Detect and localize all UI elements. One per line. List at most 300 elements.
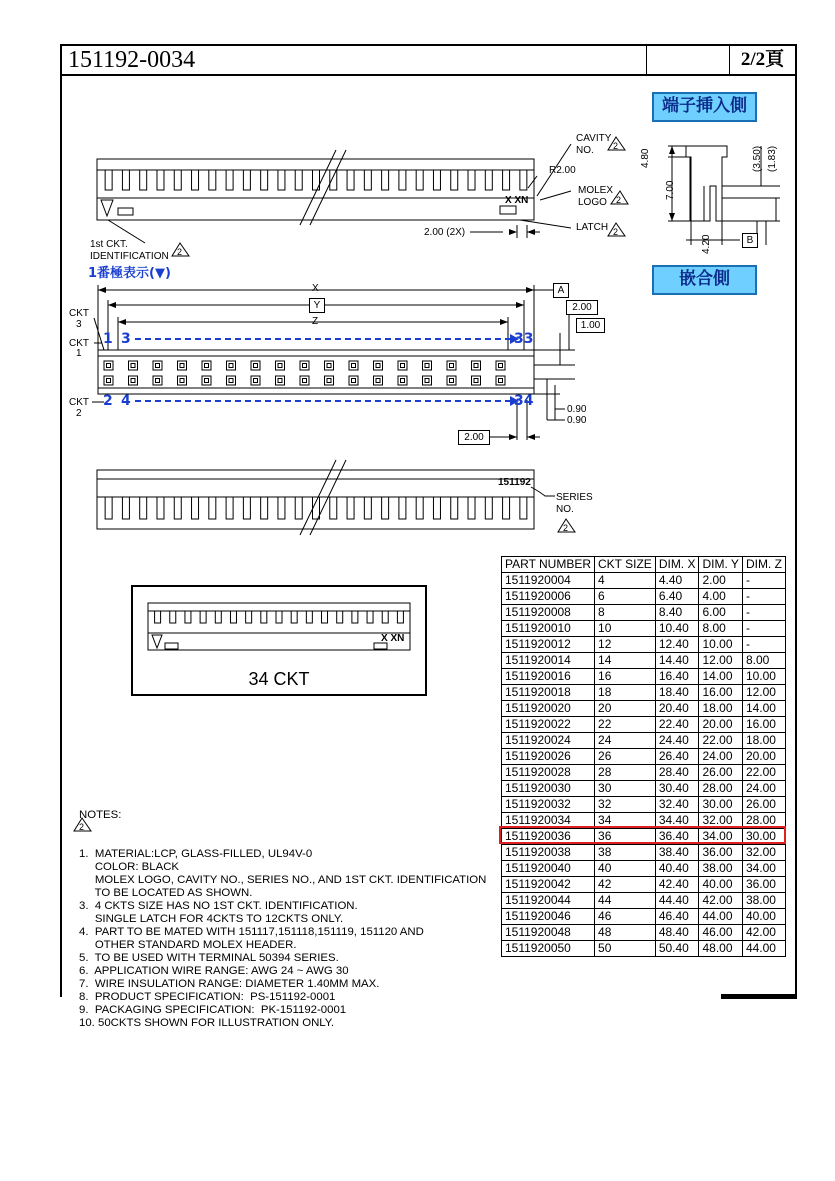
table-cell: 38.40 [655,845,699,861]
table-cell: 28 [595,765,656,781]
cavity-contact [205,364,209,368]
table-cell: 36.00 [742,877,785,893]
cavity [300,361,309,370]
table-cell: 8 [595,605,656,621]
table-cell: 14.00 [699,669,742,685]
table-row [502,637,786,653]
cavity-contact [499,379,503,383]
connector-tooth [157,170,164,190]
side-dim-420: 4.20 [701,234,712,254]
connector-tooth [451,497,458,519]
table-row [502,925,786,941]
table-cell: - [742,589,785,605]
table-cell: 26.00 [742,797,785,813]
table-cell: 12 [595,637,656,653]
table-cell: 1511920034 [502,813,595,829]
cavity [472,361,481,370]
table-cell: 32.00 [742,845,785,861]
cavity [496,361,505,370]
table-cell: 24.40 [655,733,699,749]
connector-tooth [330,497,337,519]
side-dim-183: (1.83) [767,145,778,172]
note-line: 5. TO BE USED WITH TERMINAL 50394 SERIES. [79,952,339,964]
cavity [447,376,456,385]
cavity [276,361,285,370]
cavity [202,361,211,370]
table-cell: 28.00 [742,813,785,829]
connector-tooth [367,611,373,623]
table-cell: 42.00 [742,925,785,941]
connector-tooth [276,611,282,623]
table-cell: 32.00 [699,813,742,829]
table-cell: 1511920042 [502,877,595,893]
table-cell: 1511920036 [502,829,595,845]
pin1-indicator-label: 1番極表示(▼) [88,266,171,281]
table-cell: 1511920008 [502,605,595,621]
table-cell: 48.40 [655,925,699,941]
cavity [129,361,138,370]
connector-tooth [337,611,343,623]
cavity-contact [229,364,233,368]
connector-tooth [200,611,206,623]
cavity [300,376,309,385]
cavity-contact [425,379,429,383]
table-row [502,573,786,589]
table-cell: 32 [595,797,656,813]
table-cell: 34.00 [699,829,742,845]
latch-note-mark: 2 [613,227,619,237]
connector-tooth [347,497,354,519]
connector-tooth [295,497,302,519]
table-cell: 1511920030 [502,781,595,797]
connector-tooth [306,611,312,623]
cavity [398,361,407,370]
table-cell: 42.00 [699,893,742,909]
table-cell: 10.40 [655,621,699,637]
molex-logo-label-2: LOGO [578,197,607,208]
identification-label: IDENTIFICATION [90,251,169,262]
connector-tooth [261,497,268,519]
cavity-contact [229,379,233,383]
connector-tooth [105,497,112,519]
connector-tooth [399,497,406,519]
table-cell: 8.00 [699,621,742,637]
table-cell: 1511920022 [502,717,595,733]
note-line: 3. 4 CKTS SIZE HAS NO 1ST CKT. IDENTIFICATION. [79,900,358,912]
table-cell: 1511920012 [502,637,595,653]
datum-a-box: A [553,283,569,298]
cavity [153,361,162,370]
cavity [472,376,481,385]
connector-tooth [364,170,371,190]
radius-label: R2.00 [549,165,576,176]
table-cell: 50 [595,941,656,957]
logo-note-mark: 2 [616,195,622,205]
cavity [325,376,334,385]
connector-tooth [295,170,302,190]
table-cell: 44.00 [699,909,742,925]
cavity-contact [450,379,454,383]
cavity-contact [327,379,331,383]
cavity [398,376,407,385]
series-code-label: 151192 [498,477,531,488]
notes-note-mark: 2 [79,822,85,832]
note-line: OTHER STANDARD MOLEX HEADER. [79,939,297,951]
mating-view-body [98,350,534,394]
table-cell: 20.40 [655,701,699,717]
cavity-contact [327,364,331,368]
connector-tooth [246,611,252,623]
table-cell: 20 [595,701,656,717]
table-row [502,909,786,925]
table-cell: 38.00 [742,893,785,909]
dim-200-box: 2.00 [566,300,598,315]
table-cell: 14 [595,653,656,669]
dim-z-label: Z [312,316,319,327]
table-cell: 1511920040 [502,861,595,877]
connector-tooth [503,170,510,190]
cavity-contact [401,364,405,368]
table-row [502,781,786,797]
connector-tooth [352,611,358,623]
table-header-row [502,557,786,573]
table-cell: 44 [595,893,656,909]
table-cell: 4.40 [655,573,699,589]
cavity-contact [205,379,209,383]
connector-tooth [122,497,129,519]
cavity-contact [156,379,160,383]
table-cell: 1511920044 [502,893,595,909]
series-label-2: NO. [556,504,574,515]
cavity [447,361,456,370]
connector-tooth [433,170,440,190]
table-row [502,797,786,813]
pitch-2x-label: 2.00 (2X) [424,227,466,238]
table-cell: 40.00 [742,909,785,925]
table-cell: 8.40 [655,605,699,621]
connector-tooth [243,170,250,190]
cavity [276,376,285,385]
table-cell: 40.00 [699,877,742,893]
first-ckt-label: 1st CKT. [90,239,128,250]
connector-tooth [192,170,199,190]
table-row [502,653,786,669]
table-cell: 1511920024 [502,733,595,749]
col-part-number: PART NUMBER [502,557,595,573]
table-cell: 40 [595,861,656,877]
cavity-contact [156,364,160,368]
col-dim-y: DIM. Y [699,557,742,573]
table-cell: 26 [595,749,656,765]
connector-tooth [209,497,216,519]
part-number-title: 151192-0034 [62,46,647,74]
table-cell: 16 [595,669,656,685]
table-row [502,589,786,605]
cavity-id-label: X XN [505,195,529,206]
table-cell: 34.40 [655,813,699,829]
connector-tooth [520,170,527,190]
note-line: 9. PACKAGING SPECIFICATION: PK-151192-0001 [79,1004,347,1016]
table-cell: 16.00 [699,685,742,701]
ckt2-label: CKT [69,397,89,408]
connector-tooth [520,497,527,519]
series-note-mark: 2 [563,523,569,533]
table-cell: 26.00 [699,765,742,781]
cavity-contact [131,379,135,383]
table-cell: 28.40 [655,765,699,781]
table-row [502,669,786,685]
note-line: 8. PRODUCT SPECIFICATION: PS-151192-0001 [79,991,336,1003]
table-cell: 48.00 [699,941,742,957]
col-dim-x: DIM. X [655,557,699,573]
table-cell: 42 [595,877,656,893]
cavity-contact [131,364,135,368]
table-cell: 1511920026 [502,749,595,765]
table-row [502,941,786,957]
table-cell: - [742,605,785,621]
mating-side-label: 嵌合側 [652,265,757,295]
table-cell: 22 [595,717,656,733]
table-cell: 22.00 [699,733,742,749]
connector-tooth [364,497,371,519]
cavity [104,361,113,370]
cavity [178,361,187,370]
inset-34ckt-view [131,585,427,696]
connector-tooth [174,497,181,519]
table-cell: 22.40 [655,717,699,733]
table-cell: 20.00 [699,717,742,733]
notes-block [79,783,486,1043]
table-cell: 22.00 [742,765,785,781]
dim-y-box: Y [309,298,325,313]
cavity [423,361,432,370]
table-cell: 18.40 [655,685,699,701]
dim-200b-box: 2.00 [458,430,490,445]
table-cell: 38 [595,845,656,861]
table-row [502,877,786,893]
connector-tooth [226,170,233,190]
note-line: 7. WIRE INSULATION RANGE: DIAMETER 1.40MM MAX. [79,978,380,990]
table-cell: 46.00 [699,925,742,941]
connector-tooth [122,170,129,190]
connector-tooth [230,611,236,623]
connector-tooth [140,497,147,519]
table-cell: 6 [595,589,656,605]
cavity [349,376,358,385]
bottom-view-teeth [105,497,527,519]
connector-tooth [503,497,510,519]
table-cell: 1511920050 [502,941,595,957]
inset-cavity-id: X XN [381,633,405,644]
connector-tooth [278,170,285,190]
table-cell: 1511920014 [502,653,595,669]
side-dim-700: 7.00 [665,180,676,200]
connector-tooth [105,170,112,190]
cavity-contact [376,379,380,383]
table-cell: 6.00 [699,605,742,621]
table-row [502,749,786,765]
note-line: 4. PART TO BE MATED WITH 151117,151118,151119, 151120 AND [79,926,424,938]
table-cell: 42.40 [655,877,699,893]
latch-label: LATCH [576,222,609,233]
table-cell: 4.00 [699,589,742,605]
molex-logo-label: MOLEX [578,185,614,196]
table-cell: 40.40 [655,861,699,877]
connector-tooth [174,170,181,190]
connector-tooth [209,170,216,190]
table-cell: 1511920038 [502,845,595,861]
table-cell: 34.00 [742,861,785,877]
table-cell: - [742,637,785,653]
connector-tooth [278,497,285,519]
connector-tooth [261,170,268,190]
connector-tooth [416,170,423,190]
inset-ckt-label: 34 CKT [248,669,310,689]
connector-tooth [140,170,147,190]
cavity [423,376,432,385]
cavity-contact [254,364,258,368]
table-cell: 24 [595,733,656,749]
table-cell: 26.40 [655,749,699,765]
table-cell: - [742,573,785,589]
pin-33-label: 33 [514,331,534,347]
series-label: SERIES [556,492,593,503]
table-row [502,717,786,733]
cavity-contact [180,364,184,368]
table-cell: 36.00 [699,845,742,861]
ckt2-num: 2 [76,408,82,419]
table-cell: 1511920010 [502,621,595,637]
cavity [129,376,138,385]
cavity-contact [425,364,429,368]
side-dim-480: 4.80 [640,148,651,168]
table-cell: 1511920006 [502,589,595,605]
cavity-contact [352,379,356,383]
table-cell: 1511920018 [502,685,595,701]
cavity-label-2: NO. [576,145,594,156]
table-row [502,765,786,781]
dim-100-box: 1.00 [576,318,605,333]
connector-tooth [192,497,199,519]
connector-tooth [382,497,389,519]
table-cell: 46.40 [655,909,699,925]
highlighted-row-outline [499,826,786,844]
cavity-contact [278,364,282,368]
cavity-contact [278,379,282,383]
top-view-teeth [105,170,527,190]
connector-tooth [382,170,389,190]
table-cell: 46 [595,909,656,925]
table-cell: 50.40 [655,941,699,957]
connector-tooth [468,170,475,190]
table-row [502,685,786,701]
table-cell: 30 [595,781,656,797]
cavity [202,376,211,385]
pin-34-label: 34 [514,393,534,409]
table-cell: 28.00 [699,781,742,797]
terminal-insertion-side-label: 端子挿入側 [652,92,757,122]
note-line: 6. APPLICATION WIRE RANGE: AWG 24 ~ AWG 30 [79,965,349,977]
table-cell: 38.00 [699,861,742,877]
table-cell: 10.00 [699,637,742,653]
table-cell: 36 [595,829,656,845]
table-cell: 12.00 [742,685,785,701]
side-dim-350: (3.50) [752,145,763,172]
connector-tooth [313,497,320,519]
table-cell: 18.00 [699,701,742,717]
table-row [502,893,786,909]
mating-view-cavities [104,361,505,385]
table-cell: 10.00 [742,669,785,685]
connector-tooth [155,611,161,623]
dim-x-label: X [312,283,319,294]
cavity-contact [352,364,356,368]
table-cell: 32.40 [655,797,699,813]
table-cell: 1511920048 [502,925,595,941]
side-view-body [686,146,727,221]
cavity [251,361,260,370]
table-row [502,621,786,637]
cavity-contact [254,379,258,383]
connector-tooth [382,611,388,623]
table-row [502,701,786,717]
connector-tooth [261,611,267,623]
connector-tooth [243,497,250,519]
connector-tooth [322,611,328,623]
cavity [349,361,358,370]
connector-tooth [226,497,233,519]
table-cell: 30.00 [742,829,785,845]
table-cell: 20.00 [742,749,785,765]
dim-090-b: 0.90 [567,415,587,426]
note-line: 1. MATERIAL:LCP, GLASS-FILLED, UL94V-0 [79,848,313,860]
table-cell: 12.40 [655,637,699,653]
cavity [325,361,334,370]
cavity-note-mark: 2 [613,141,619,151]
table-cell: 30.00 [699,797,742,813]
cavity [374,376,383,385]
notes-heading: NOTES: [79,809,122,821]
table-cell: 16.40 [655,669,699,685]
cavity-contact [474,379,478,383]
table-cell: 12.00 [699,653,742,669]
table-cell: 1511920020 [502,701,595,717]
connector-tooth [416,497,423,519]
table-cell: 14.00 [742,701,785,717]
table-cell: 44.00 [742,941,785,957]
table-cell: 24.00 [742,781,785,797]
table-cell: 1511920004 [502,573,595,589]
col-dim-z: DIM. Z [742,557,785,573]
pin-2-label: 2 [103,393,113,409]
cavity-contact [303,364,307,368]
note-line: MOLEX LOGO, CAVITY NO., SERIES NO., AND 1ST CKT. IDENTIFICATION [79,874,487,886]
ckt1-num: 1 [76,348,82,359]
table-cell: 2.00 [699,573,742,589]
cavity-label: CAVITY [576,133,612,144]
table-cell: - [742,621,785,637]
table-cell: 18 [595,685,656,701]
dim-090-a: 0.90 [567,404,587,415]
cavity [104,376,113,385]
table-cell: 8.00 [742,653,785,669]
table-cell: 1511920016 [502,669,595,685]
table-cell: 1511920028 [502,765,595,781]
table-cell: 6.40 [655,589,699,605]
table-cell: 34 [595,813,656,829]
table-row [502,845,786,861]
table-cell: 36.40 [655,829,699,845]
